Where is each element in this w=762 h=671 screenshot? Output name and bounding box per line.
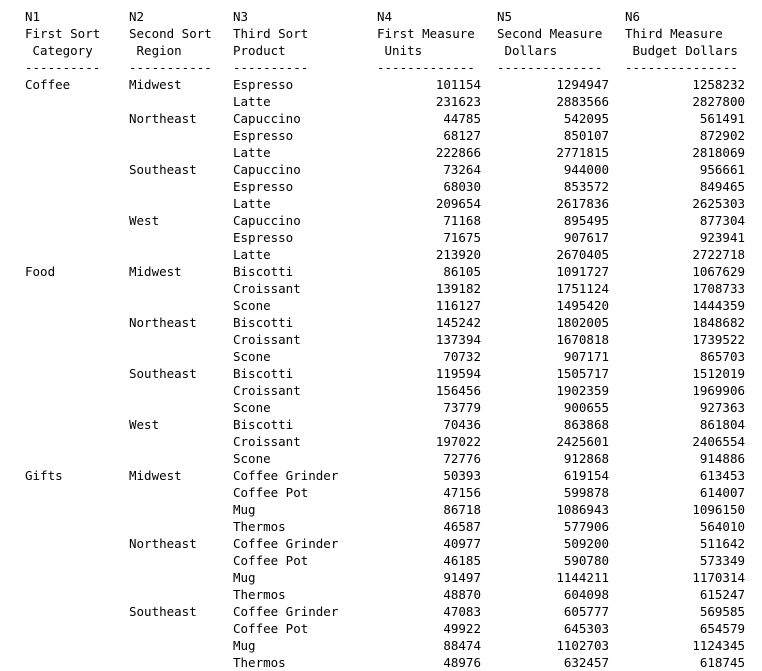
budget-cell: 618745 [699,655,745,670]
table-row [0,620,762,637]
units-cell: 71675 [443,230,481,245]
budget-cell: 849465 [699,179,745,194]
product-cell: Scone [233,298,271,313]
region-cell: Midwest [129,77,182,92]
table-row [0,654,762,671]
units-cell: 197022 [435,434,481,449]
dollars-cell: 632457 [563,655,609,670]
product-cell: Latte [233,94,271,109]
product-cell: Biscotti [233,366,294,381]
product-cell: Capuccino [233,213,301,228]
product-cell: Espresso [233,179,294,194]
dollars-cell: 1751124 [556,281,609,296]
product-cell: Croissant [233,332,301,347]
dollars-cell: 2425601 [556,434,609,449]
units-cell: 47083 [443,604,481,619]
column-header: Second Sort [129,26,212,41]
dollars-cell: 1495420 [556,298,609,313]
product-cell: Biscotti [233,264,294,279]
product-cell: Coffee Grinder [233,468,339,483]
product-cell: Biscotti [233,315,294,330]
units-cell: 73779 [443,400,481,415]
units-cell: 145242 [435,315,481,330]
product-cell: Coffee Grinder [233,604,339,619]
dollars-cell: 509200 [563,536,609,551]
table-row [0,246,762,263]
product-cell: Croissant [233,383,301,398]
budget-cell: 613453 [699,468,745,483]
product-cell: Thermos [233,519,286,534]
header-id: N4 [377,9,393,24]
column-header: First Measure [377,26,475,41]
product-cell: Coffee Pot [233,485,309,500]
column-underline: ---------- [233,60,309,75]
units-cell: 209654 [435,196,481,211]
dollars-cell: 590780 [563,553,609,568]
region-cell: Southeast [129,162,197,177]
region-cell: Midwest [129,264,182,279]
table-row [0,280,762,297]
budget-cell: 2827800 [692,94,745,109]
budget-cell: 614007 [699,485,745,500]
category-cell: Food [25,264,56,279]
region-cell: Southeast [129,604,197,619]
budget-cell: 573349 [699,553,745,568]
budget-cell: 561491 [699,111,745,126]
category-cell: Gifts [25,468,63,483]
product-cell: Coffee Pot [233,553,309,568]
units-cell: 40977 [443,536,481,551]
product-cell: Espresso [233,77,294,92]
budget-cell: 654579 [699,621,745,636]
budget-cell: 956661 [699,162,745,177]
table-row [0,603,762,620]
units-cell: 91497 [443,570,481,585]
region-cell: Northeast [129,536,197,551]
budget-cell: 564010 [699,519,745,534]
budget-cell: 1512019 [692,366,745,381]
units-cell: 137394 [435,332,481,347]
product-cell: Scone [233,400,271,415]
units-cell: 72776 [443,451,481,466]
product-cell: Coffee Pot [233,621,309,636]
budget-cell: 1708733 [692,281,745,296]
units-cell: 68030 [443,179,481,194]
table-row [0,433,762,450]
product-cell: Capuccino [233,111,301,126]
column-header: Third Sort [233,26,309,41]
budget-cell: 1969906 [692,383,745,398]
budget-cell: 865703 [699,349,745,364]
header-id: N1 [25,9,41,24]
units-cell: 70436 [443,417,481,432]
units-cell: 119594 [435,366,481,381]
dollars-cell: 604098 [563,587,609,602]
budget-cell: 877304 [699,213,745,228]
budget-cell: 2818069 [692,145,745,160]
table-row [0,637,762,654]
region-cell: Northeast [129,111,197,126]
dollars-cell: 1294947 [556,77,609,92]
table-row [0,195,762,212]
units-cell: 47156 [443,485,481,500]
column-underline: ------------- [377,60,475,75]
header-id-row [0,8,762,25]
product-cell: Biscotti [233,417,294,432]
dollars-cell: 895495 [563,213,609,228]
table-row [0,365,762,382]
dollars-cell: 944000 [563,162,609,177]
units-cell: 222866 [435,145,481,160]
column-header: Category [25,43,93,58]
header-id: N6 [625,9,641,24]
table-row [0,450,762,467]
header-subtitle-row [0,42,762,59]
table-row [0,467,762,484]
table-row [0,127,762,144]
table-row [0,178,762,195]
units-cell: 73264 [443,162,481,177]
budget-cell: 615247 [699,587,745,602]
dollars-cell: 2670405 [556,247,609,262]
product-cell: Latte [233,196,271,211]
units-cell: 88474 [443,638,481,653]
budget-cell: 1096150 [692,502,745,517]
table-row [0,263,762,280]
budget-cell: 2625303 [692,196,745,211]
column-header: Dollars [497,43,558,58]
table-row [0,76,762,93]
table-row [0,331,762,348]
header-id: N5 [497,9,513,24]
category-cell: Coffee [25,77,71,92]
dollars-cell: 850107 [563,128,609,143]
units-cell: 46185 [443,553,481,568]
table-row [0,569,762,586]
dollars-cell: 1802005 [556,315,609,330]
region-cell: West [129,213,160,228]
table-row [0,297,762,314]
product-cell: Scone [233,451,271,466]
units-cell: 231623 [435,94,481,109]
table-row [0,161,762,178]
dollars-cell: 1505717 [556,366,609,381]
units-cell: 48976 [443,655,481,670]
table-row [0,416,762,433]
units-cell: 139182 [435,281,481,296]
column-header: Region [129,43,182,58]
column-header: First Sort [25,26,101,41]
budget-cell: 914886 [699,451,745,466]
table-row [0,110,762,127]
dollars-cell: 1091727 [556,264,609,279]
dollars-cell: 619154 [563,468,609,483]
units-cell: 46587 [443,519,481,534]
table-row [0,586,762,603]
table-row [0,399,762,416]
table-row [0,518,762,535]
units-cell: 71168 [443,213,481,228]
header-title-row [0,25,762,42]
product-cell: Scone [233,349,271,364]
table-row [0,501,762,518]
dollars-cell: 900655 [563,400,609,415]
product-cell: Croissant [233,434,301,449]
product-cell: Espresso [233,230,294,245]
budget-cell: 861804 [699,417,745,432]
units-cell: 156456 [435,383,481,398]
budget-cell: 511642 [699,536,745,551]
column-underline: ---------- [25,60,101,75]
budget-cell: 1124345 [692,638,745,653]
units-cell: 101154 [435,77,481,92]
budget-cell: 2722718 [692,247,745,262]
region-cell: Northeast [129,315,197,330]
column-underline: ----------- [129,60,212,75]
product-cell: Latte [233,145,271,160]
product-cell: Thermos [233,587,286,602]
budget-cell: 872902 [699,128,745,143]
product-cell: Coffee Grinder [233,536,339,551]
table-row [0,348,762,365]
units-cell: 86718 [443,502,481,517]
dollars-cell: 1086943 [556,502,609,517]
product-cell: Mug [233,570,256,585]
dollars-cell: 1144211 [556,570,609,585]
dollars-cell: 863868 [563,417,609,432]
units-cell: 50393 [443,468,481,483]
table-row [0,229,762,246]
dollars-cell: 853572 [563,179,609,194]
dollars-cell: 1102703 [556,638,609,653]
table-row [0,382,762,399]
units-cell: 70732 [443,349,481,364]
column-header: Product [233,43,286,58]
table-row [0,93,762,110]
column-header: Budget Dollars [625,43,738,58]
column-underline: --------------- [625,60,738,75]
region-cell: West [129,417,160,432]
dollars-cell: 2883566 [556,94,609,109]
dollars-cell: 2771815 [556,145,609,160]
table-row [0,212,762,229]
region-cell: Southeast [129,366,197,381]
header-underline-row [0,59,762,76]
table-row [0,144,762,161]
budget-cell: 2406554 [692,434,745,449]
budget-cell: 927363 [699,400,745,415]
column-header: Second Measure [497,26,603,41]
region-cell: Midwest [129,468,182,483]
budget-cell: 1170314 [692,570,745,585]
units-cell: 213920 [435,247,481,262]
budget-cell: 1258232 [692,77,745,92]
dollars-cell: 1670818 [556,332,609,347]
dollars-cell: 645303 [563,621,609,636]
units-cell: 86105 [443,264,481,279]
dollars-cell: 599878 [563,485,609,500]
units-cell: 116127 [435,298,481,313]
budget-cell: 569585 [699,604,745,619]
dollars-cell: 605777 [563,604,609,619]
dollars-cell: 907171 [563,349,609,364]
dollars-cell: 1902359 [556,383,609,398]
units-cell: 68127 [443,128,481,143]
dollars-cell: 2617836 [556,196,609,211]
units-cell: 49922 [443,621,481,636]
budget-cell: 1739522 [692,332,745,347]
product-cell: Espresso [233,128,294,143]
product-cell: Thermos [233,655,286,670]
units-cell: 48870 [443,587,481,602]
table-row [0,552,762,569]
product-cell: Latte [233,247,271,262]
budget-cell: 923941 [699,230,745,245]
product-cell: Mug [233,638,256,653]
units-cell: 44785 [443,111,481,126]
dollars-cell: 907617 [563,230,609,245]
budget-cell: 1067629 [692,264,745,279]
dollars-cell: 912868 [563,451,609,466]
table-row [0,314,762,331]
column-underline: -------------- [497,60,603,75]
dollars-cell: 577906 [563,519,609,534]
dollars-cell: 542095 [563,111,609,126]
product-cell: Capuccino [233,162,301,177]
column-header: Third Measure [625,26,723,41]
table-row [0,484,762,501]
budget-cell: 1848682 [692,315,745,330]
column-header: Units [377,43,423,58]
budget-cell: 1444359 [692,298,745,313]
table-row [0,535,762,552]
header-id: N2 [129,9,145,24]
product-cell: Mug [233,502,256,517]
header-id: N3 [233,9,249,24]
product-cell: Croissant [233,281,301,296]
